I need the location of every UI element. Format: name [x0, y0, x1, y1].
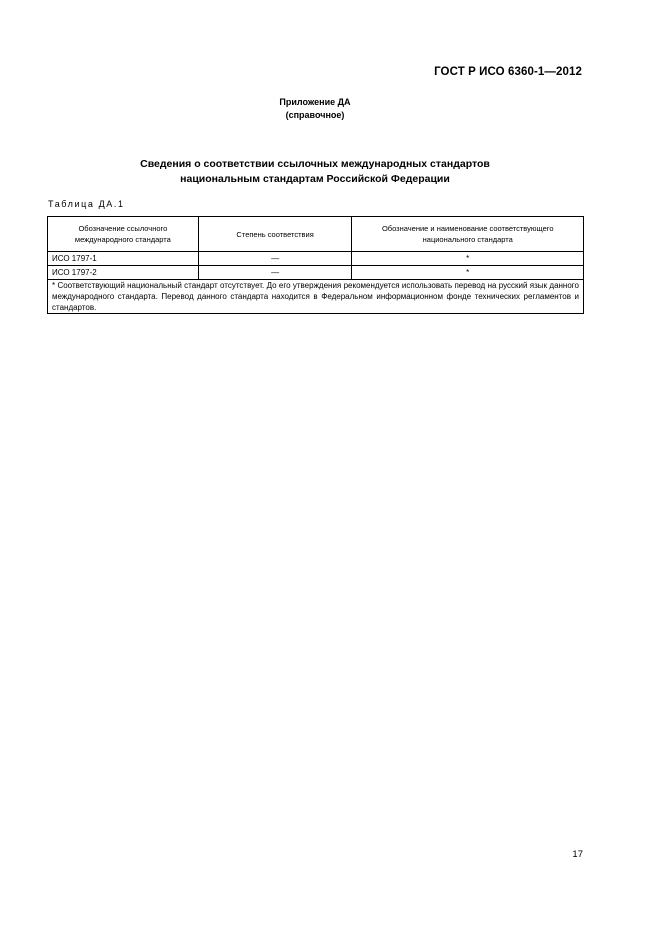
table-footnote: * Соответствующий национальный стандарт отсутствует. До его утверждения рекомендуется использовать перевод на русский язык данного международного стандарта. Перевод данного стандарта находится в Федеральном информационном фонде технических регламентов и стандартов. — [48, 280, 584, 314]
section-title-line-1: Сведения о соответствии ссылочных международных стандартов — [140, 158, 490, 170]
table-caption: Таблица ДА.1 — [48, 199, 125, 209]
cell-standard: ИСО 1797-2 — [48, 266, 199, 280]
appendix-subtitle: (справочное) — [285, 110, 345, 120]
page-number: 17 — [572, 849, 583, 860]
table-header-row — [48, 217, 584, 252]
cell-national: * — [352, 252, 584, 266]
table-row — [48, 266, 584, 280]
appendix-title: Приложение ДА — [279, 97, 351, 107]
table-footnote-row — [48, 280, 584, 314]
appendix-heading — [0, 96, 630, 122]
column-header-degree: Степень соответствия — [198, 217, 352, 252]
table-row — [48, 252, 584, 266]
cell-degree: — — [198, 266, 352, 280]
column-header-national-standard: Обозначение и наименование соответствующего национального стандарта — [352, 217, 584, 252]
document-code: ГОСТ Р ИСО 6360-1—2012 — [434, 66, 582, 78]
cell-standard: ИСО 1797-1 — [48, 252, 199, 266]
correspondence-table — [47, 216, 584, 314]
section-title-line-2: национальным стандартам Российской Федерации — [180, 173, 450, 185]
cell-national: * — [352, 266, 584, 280]
cell-degree: — — [198, 252, 352, 266]
section-title — [0, 157, 630, 187]
column-header-international-standard: Обозначение ссылочного международного стандарта — [48, 217, 199, 252]
